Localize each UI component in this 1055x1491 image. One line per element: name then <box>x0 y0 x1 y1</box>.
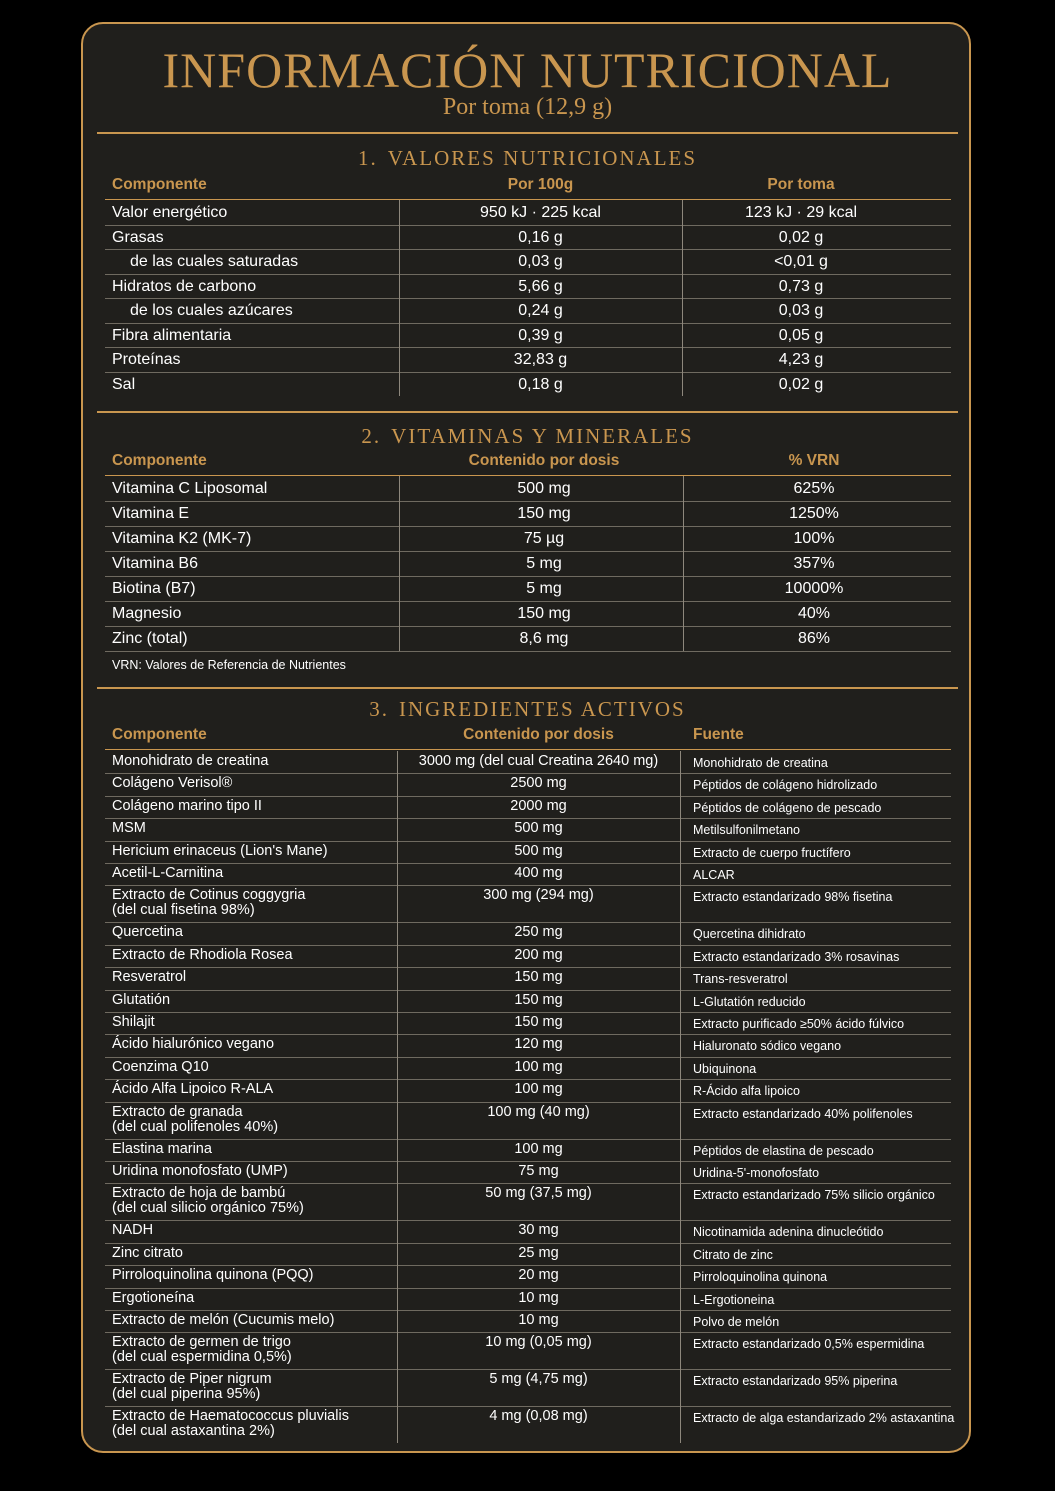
component-name: Extracto de Piper nigrum <box>112 1371 272 1388</box>
per-100g-value: 0,24 g <box>518 302 563 319</box>
dose-amount: 25 mg <box>518 1244 559 1261</box>
row-divider <box>105 298 951 299</box>
column-divider <box>399 200 400 396</box>
vrn-percent: 40% <box>797 605 831 622</box>
row-divider <box>105 1406 951 1407</box>
component-name: MSM <box>112 820 146 837</box>
row-divider <box>105 551 951 552</box>
component-name: Vitamina K2 (MK-7) <box>112 530 252 547</box>
table-row <box>105 1036 951 1058</box>
dose-amount: 300 mg (294 mg) <box>483 887 594 904</box>
source: Hialuronato sódico vegano <box>693 1039 842 1054</box>
source: Nicotinamida adenina dinucleótido <box>693 1225 884 1240</box>
component-name: de las cuales saturadas <box>130 253 299 270</box>
table-row <box>105 969 951 991</box>
source: ALCAR <box>693 868 735 882</box>
component-name: Hericium erinaceus (Lion's Mane) <box>112 842 328 859</box>
component-name: Vitamina C Liposomal <box>112 480 268 497</box>
vrn-percent: 1250% <box>789 505 839 522</box>
row-divider <box>105 347 951 348</box>
row-divider <box>105 1183 951 1184</box>
component-name: Ácido Alfa Lipoico R-ALA <box>112 1081 274 1098</box>
column-header: Por toma <box>767 176 835 193</box>
component-name: Extracto de Rhodiola Rosea <box>112 946 293 963</box>
table-row <box>105 1267 951 1289</box>
table-row <box>105 753 951 775</box>
dose-amount: 8,6 mg <box>519 630 569 647</box>
table-row <box>105 843 951 865</box>
source: Citrato de zinc <box>693 1247 773 1262</box>
column-divider <box>399 476 400 651</box>
source: Pirroloquinolina quinona <box>693 1270 828 1285</box>
component-name: Valor energético <box>112 204 228 221</box>
row-divider <box>105 501 951 502</box>
source: L-Glutatión reducido <box>693 994 806 1009</box>
component-name: Proteínas <box>112 351 181 368</box>
dose-amount: 500 mg <box>517 480 571 497</box>
per-100g-value: 0,18 g <box>518 375 563 393</box>
per-100g-value: 0,03 g <box>518 253 563 270</box>
dose-amount: 5 mg <box>526 555 562 572</box>
dose-amount: 50 mg (37,5 mg) <box>485 1185 592 1202</box>
column-header: Fuente <box>693 726 744 743</box>
row-divider <box>105 1057 951 1058</box>
row-divider <box>105 1243 951 1244</box>
table-row <box>105 865 951 887</box>
component-name: Grasas <box>112 228 164 246</box>
component-name: Quercetina <box>112 924 183 941</box>
source: Péptidos de colágeno hidrolizado <box>693 778 878 793</box>
dose-amount: 100 mg <box>514 1081 563 1098</box>
component-name: Magnesio <box>112 605 182 622</box>
row-divider <box>105 651 951 652</box>
per-100g-value: 0,16 g <box>518 228 563 246</box>
source: R-Ácido alfa lipoico <box>693 1084 800 1099</box>
column-header: Por 100g <box>507 176 574 193</box>
vrn-percent: 100% <box>793 530 835 547</box>
row-divider <box>105 945 951 946</box>
component-name: Fibra alimentaria <box>112 326 232 344</box>
component-name: Ergotioneína <box>112 1289 195 1306</box>
source: Metilsulfonilmetano <box>693 823 800 838</box>
column-divider <box>682 200 683 396</box>
table-row <box>105 1371 951 1408</box>
section-name: INGREDIENTES ACTIVOS <box>399 697 686 721</box>
table-row <box>105 1081 951 1103</box>
source: Extracto estandarizado 0,5% espermidina <box>693 1337 925 1352</box>
per-100g-value: 950 kJ · 225 kcal <box>480 204 601 221</box>
row-divider <box>105 841 951 842</box>
component-name: Extracto de hoja de bambú <box>112 1185 286 1202</box>
source: Quercetina dihidrato <box>693 927 806 942</box>
vrn-percent: 10000% <box>784 580 844 597</box>
row-divider <box>105 863 951 864</box>
table-row <box>105 1059 951 1081</box>
row-divider <box>105 576 951 577</box>
table-row <box>105 820 951 842</box>
section-title-nutritional <box>0 146 1055 170</box>
table-row <box>105 1245 951 1267</box>
source: Monohidrato de creatina <box>693 756 828 770</box>
table-row <box>105 1141 951 1163</box>
dose-amount: 4 mg (0,08 mg) <box>489 1408 588 1425</box>
component-name: Vitamina B6 <box>112 555 198 572</box>
row-divider <box>105 372 951 373</box>
dose-amount: 20 mg <box>518 1267 559 1284</box>
per-100g-value: 5,66 g <box>518 277 563 295</box>
dose-amount: 250 mg <box>514 924 563 941</box>
row-divider <box>105 225 951 226</box>
component-name: Pirroloquinolina quinona (PQQ) <box>112 1267 314 1284</box>
header-line <box>105 199 951 200</box>
section-number: 2. <box>361 424 382 448</box>
section-title-vitamins <box>0 424 1055 448</box>
section-name: VALORES NUTRICIONALES <box>387 146 698 170</box>
table-row <box>105 1290 951 1312</box>
component-name: Hidratos de carbono <box>112 277 257 295</box>
component-detail: (del cual polifenoles 40%) <box>112 1118 279 1135</box>
row-divider <box>105 773 951 774</box>
table-row <box>105 947 951 969</box>
vrn-percent: 86% <box>797 630 831 647</box>
component-detail: (del cual espermidina 0,5%) <box>112 1349 292 1366</box>
component-name: Colágeno marino tipo II <box>112 797 262 814</box>
component-name: de los cuales azúcares <box>130 302 293 319</box>
table-row <box>105 1222 951 1244</box>
divider <box>97 411 958 413</box>
component-name: NADH <box>112 1222 154 1239</box>
table-row <box>105 924 951 946</box>
column-header: Contenido por dosis <box>468 452 620 469</box>
column-divider <box>683 476 684 651</box>
divider <box>97 687 958 689</box>
dose-amount: 400 mg <box>514 865 563 881</box>
row-divider <box>105 601 951 602</box>
row-divider <box>105 1012 951 1013</box>
source: Péptidos de elastina de pescado <box>693 1143 874 1158</box>
component-detail: (del cual astaxantina 2%) <box>112 1423 275 1440</box>
section-name: VITAMINAS Y MINERALES <box>391 424 694 448</box>
dose-amount: 100 mg <box>514 1140 563 1157</box>
dose-amount: 75 mg <box>518 1163 559 1179</box>
component-name: Glutatión <box>112 991 171 1008</box>
per-serving-value: 123 kJ · 29 kcal <box>744 204 858 221</box>
row-divider <box>105 1139 951 1140</box>
column-header: Componente <box>112 452 207 469</box>
table-row <box>105 992 951 1014</box>
source: Péptidos de colágeno de pescado <box>693 800 882 815</box>
source: Uridina-5'-monofosfato <box>693 1166 820 1180</box>
component-name: Monohidrato de creatina <box>112 753 269 769</box>
source: Ubiquinona <box>693 1061 757 1076</box>
vrn-percent: 357% <box>793 555 835 572</box>
component-name: Resveratrol <box>112 969 187 986</box>
table-row <box>105 375 951 400</box>
row-divider <box>105 922 951 923</box>
row-divider <box>105 1369 951 1370</box>
per-serving-value: 4,23 g <box>778 351 824 368</box>
source: Extracto purificado ≥50% ácido fúlvico <box>693 1017 905 1031</box>
header-line <box>105 475 951 476</box>
dose-amount: 120 mg <box>514 1036 563 1053</box>
column-divider <box>397 751 398 1443</box>
table-row <box>105 1185 951 1222</box>
table-row <box>105 1408 955 1445</box>
row-divider <box>105 274 951 275</box>
dose-amount: 200 mg <box>514 946 563 963</box>
dose-amount: 150 mg <box>514 991 563 1008</box>
divider <box>97 132 958 134</box>
row-divider <box>105 1288 951 1289</box>
component-name: Colágeno Verisol® <box>112 775 233 792</box>
header-line <box>105 749 951 750</box>
table-row <box>105 775 951 797</box>
row-divider <box>105 1161 951 1162</box>
dose-amount: 10 mg (0,05 mg) <box>485 1334 592 1351</box>
component-name: Extracto de Cotinus coggygria <box>112 887 306 904</box>
row-divider <box>105 1265 951 1266</box>
component-name: Elastina marina <box>112 1140 212 1157</box>
table-row <box>105 798 951 820</box>
component-name: Sal <box>112 375 136 393</box>
component-name: Coenzima Q10 <box>112 1058 209 1075</box>
column-divider <box>680 751 681 1443</box>
row-divider <box>105 323 951 324</box>
row-divider <box>105 1332 951 1333</box>
row-divider <box>105 249 951 250</box>
dose-amount: 100 mg <box>514 1058 563 1075</box>
source: Extracto de cuerpo fructífero <box>693 845 851 860</box>
dose-amount: 500 mg <box>514 842 563 859</box>
row-divider <box>105 796 951 797</box>
per-serving-value: 0,02 g <box>778 375 824 393</box>
dose-amount: 5 mg <box>526 580 562 597</box>
source: Extracto estandarizado 75% silicio orgánico <box>693 1188 935 1203</box>
dose-amount: 2000 mg <box>510 797 567 814</box>
table-row <box>105 1334 951 1371</box>
table-row <box>105 1014 951 1036</box>
row-divider <box>105 626 951 627</box>
table-row <box>105 1312 951 1334</box>
component-detail: (del cual fisetina 98%) <box>112 902 255 919</box>
page-subtitle: Por toma (12,9 g) <box>442 94 613 120</box>
section-number: 1. <box>357 146 378 170</box>
row-divider <box>105 967 951 968</box>
table-row <box>105 1163 951 1185</box>
vrn-percent: 625% <box>793 480 835 497</box>
component-name: Shilajit <box>112 1014 155 1030</box>
section-number: 3. <box>369 697 389 721</box>
row-divider <box>105 1102 951 1103</box>
row-divider <box>105 818 951 819</box>
source: Extracto estandarizado 95% piperina <box>693 1374 898 1389</box>
dose-amount: 150 mg <box>517 605 571 622</box>
row-divider <box>105 990 951 991</box>
table-row <box>105 887 951 924</box>
component-name: Extracto de Haematococcus pluvialis <box>112 1408 349 1425</box>
component-detail: (del cual piperina 95%) <box>112 1386 261 1403</box>
dose-amount: 10 mg <box>518 1312 559 1328</box>
dose-amount: 30 mg <box>518 1222 559 1239</box>
dose-amount: 75 µg <box>523 530 565 547</box>
per-serving-value: 0,05 g <box>778 326 824 344</box>
table-row <box>105 1104 951 1141</box>
source: Extracto de alga estandarizado 2% astaxantina <box>693 1411 955 1426</box>
per-serving-value: <0,01 g <box>774 253 828 270</box>
dose-amount: 2500 mg <box>510 775 567 792</box>
per-serving-value: 0,03 g <box>778 302 824 319</box>
component-name: Acetil-L-Carnitina <box>112 865 224 881</box>
per-serving-value: 0,73 g <box>778 277 824 295</box>
column-header: Componente <box>112 726 207 743</box>
vrn-note: VRN: Valores de Referencia de Nutrientes <box>112 658 346 672</box>
dose-amount: 5 mg (4,75 mg) <box>489 1371 588 1388</box>
per-serving-value: 0,02 g <box>778 228 824 246</box>
component-name: Zinc (total) <box>112 630 188 647</box>
component-name: Biotina (B7) <box>112 580 196 597</box>
dose-amount: 3000 mg (del cual Creatina 2640 mg) <box>418 753 659 769</box>
component-name: Zinc citrato <box>112 1244 183 1261</box>
component-detail: (del cual silicio orgánico 75%) <box>112 1200 304 1217</box>
column-header: % VRN <box>788 452 840 469</box>
per-100g-value: 32,83 g <box>513 351 568 368</box>
dose-amount: 150 mg <box>514 1014 563 1030</box>
component-name: Extracto de germen de trigo <box>112 1334 291 1351</box>
row-divider <box>105 1310 951 1311</box>
dose-amount: 100 mg (40 mg) <box>487 1103 590 1120</box>
section-title-ingredients <box>0 697 1055 721</box>
row-divider <box>105 885 951 886</box>
source: Trans-resveratrol <box>693 972 788 987</box>
source: Extracto estandarizado 3% rosavinas <box>693 949 900 964</box>
dose-amount: 500 mg <box>514 820 563 837</box>
source: Extracto estandarizado 40% polifenoles <box>693 1106 913 1121</box>
row-divider <box>105 526 951 527</box>
dose-amount: 150 mg <box>514 969 563 986</box>
source: Polvo de melón <box>693 1315 780 1329</box>
column-header: Contenido por dosis <box>463 726 614 743</box>
row-divider <box>105 1220 951 1221</box>
component-name: Ácido hialurónico vegano <box>112 1036 275 1053</box>
page-title: INFORMACIÓN NUTRICIONAL <box>162 42 893 98</box>
component-name: Extracto de granada <box>112 1103 243 1120</box>
source: Extracto estandarizado 98% fisetina <box>693 890 893 905</box>
component-name: Uridina monofosfato (UMP) <box>112 1163 288 1179</box>
component-name: Extracto de melón (Cucumis melo) <box>112 1312 335 1328</box>
column-header: Componente <box>112 176 207 193</box>
component-name: Vitamina E <box>112 505 190 522</box>
dose-amount: 150 mg <box>517 505 571 522</box>
per-100g-value: 0,39 g <box>518 326 563 344</box>
dose-amount: 10 mg <box>518 1289 559 1306</box>
source: L-Ergotioneina <box>693 1292 775 1307</box>
